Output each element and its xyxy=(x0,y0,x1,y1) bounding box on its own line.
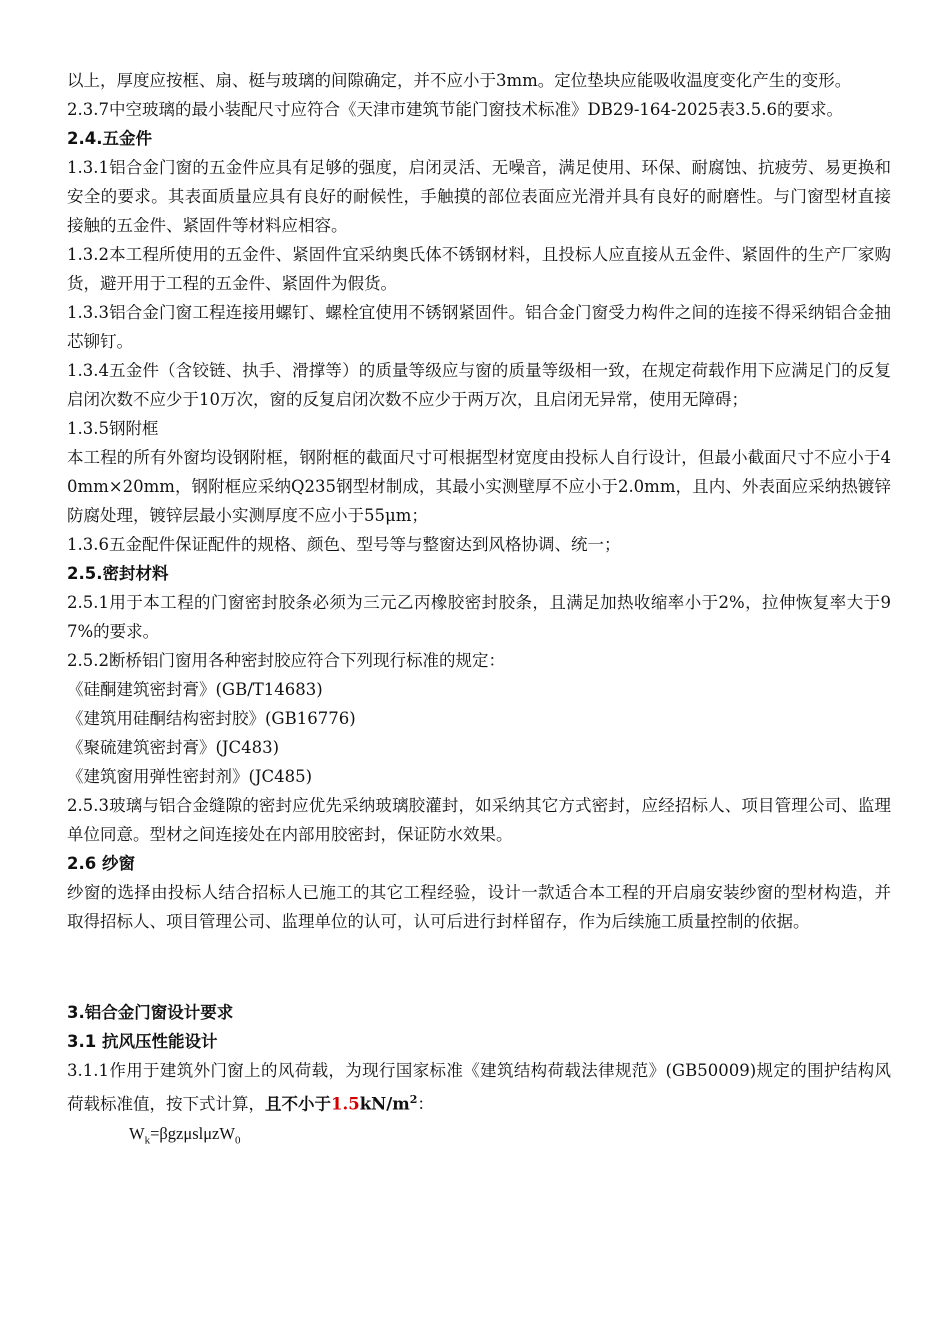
body-paragraph: 1.3.1铝合金门窗的五金件应具有足够的强度，启闭灵活、无噪音，满足使用、环保、耐腐蚀、抗疲劳、易更换和安全的要求。其表面质量应具有良好的耐候性，手触摸的部位表面应光滑并具有良好的耐磨性。与门窗型材直接接触的五金件、紧固件等材料应相容。 xyxy=(67,158,891,235)
wind-load-text: 3.1.1作用于建筑外门窗上的风荷载，为现行国家标准《建筑结构荷载法律规范》(GB50009)规定的围护结构风荷载标准值，按下式计算， xyxy=(67,1061,891,1114)
body-paragraph: 《聚硫建筑密封膏》(JC483) xyxy=(67,738,280,757)
body-paragraph: 本工程的所有外窗均设钢附框，钢附框的截面尺寸可根据型材宽度由投标人自行设计，但最小截面尺寸不应小于40mm×20mm，钢附框应采纳Q235钢型材制成，其最小实测壁厚不应小于2.0mm，且内、外表面应采纳热镀锌防腐处理，镀锌层最小实测厚度不应小于55μm； xyxy=(67,448,891,525)
body-paragraph: 2.3.7中空玻璃的最小装配尺寸应符合《天津市建筑节能门窗技术标准》DB29-164-2025表3.5.6的要求。 xyxy=(67,100,843,119)
section-heading: 2.6 纱窗 xyxy=(67,854,135,873)
wind-load-paragraph xyxy=(67,1056,891,1119)
min-value: 1.5 xyxy=(331,1094,360,1114)
min-value-unit: kN/m xyxy=(359,1094,410,1114)
formula-rhs-sub: 0 xyxy=(234,1133,241,1146)
body-paragraph: 纱窗的选择由投标人结合招标人已施工的其它工程经验，设计一款适合本工程的开启扇安装纱窗的型材构造，并取得招标人、项目管理公司、监理单位的认可，认可后进行封样留存，作为后续施工质量控制的依据。 xyxy=(67,883,891,931)
document-page xyxy=(67,66,891,1155)
section-heading: 2.4.五金件 xyxy=(67,129,152,148)
body-paragraph: 2.5.2断桥铝门窗用各种密封胶应符合下列现行标准的规定： xyxy=(67,651,505,670)
section-heading: 2.5.密封材料 xyxy=(67,564,169,583)
wind-load-tail: ： xyxy=(417,1094,434,1114)
formula-rhs: =βgzμslμzW xyxy=(150,1123,235,1143)
min-value-label: 且不小于 xyxy=(265,1094,331,1114)
formula-lhs-sub: k xyxy=(144,1133,151,1146)
body-paragraph: 1.3.5钢附框 xyxy=(67,419,159,438)
body-paragraph: 《建筑窗用弹性密封剂》(JC485) xyxy=(67,767,313,786)
body-paragraph: 《硅酮建筑密封膏》(GB/T14683) xyxy=(67,680,323,699)
body-paragraph: 1.3.2本工程所使用的五金件、紧固件宜采纳奥氏体不锈钢材料，且投标人应直接从五金件、紧固件的生产厂家购货，避开用于工程的五金件、紧固件为假货。 xyxy=(67,245,891,293)
section-gap xyxy=(67,936,891,998)
body-paragraph: 1.3.4五金件（含铰链、执手、滑撑等）的质量等级应与窗的质量等级相一致，在规定荷载作用下应满足门的反复启闭次数不应少于10万次，窗的反复启闭次数不应少于两万次，且启闭无异常，使用无障碍； xyxy=(67,361,891,409)
body-paragraph: 《建筑用硅酮结构密封胶》(GB16776) xyxy=(67,709,356,728)
body-paragraph: 2.5.3玻璃与铝合金缝隙的密封应优先采纳玻璃胶灌封，如采纳其它方式密封，应经招标人、项目管理公司、监理单位同意。型材之间连接处在内部用胶密封，保证防水效果。 xyxy=(67,796,891,844)
unit-superscript: 2 xyxy=(409,1093,418,1106)
body-paragraph: 以上，厚度应按框、扇、梃与玻璃的间隙确定，并不应小于3mm。定位垫块应能吸收温度变化产生的变形。 xyxy=(67,71,852,90)
formula-lhs: W xyxy=(129,1123,145,1143)
document-body xyxy=(67,66,891,1056)
body-paragraph: 1.3.3铝合金门窗工程连接用螺钉、螺栓宜使用不锈钢紧固件。铝合金门窗受力构件之间的连接不得采纳铝合金抽芯铆钉。 xyxy=(67,303,891,351)
body-paragraph: 1.3.6五金配件保证配件的规格、颜色、型号等与整窗达到风格协调、统一； xyxy=(67,535,621,554)
wind-load-formula xyxy=(129,1119,891,1155)
section-heading: 3.1 抗风压性能设计 xyxy=(67,1032,218,1051)
body-paragraph: 2.5.1用于本工程的门窗密封胶条必须为三元乙丙橡胶密封胶条，且满足加热收缩率小于2%，拉伸恢复率大于97%的要求。 xyxy=(67,593,891,641)
section-heading: 3.铝合金门窗设计要求 xyxy=(67,1003,234,1022)
